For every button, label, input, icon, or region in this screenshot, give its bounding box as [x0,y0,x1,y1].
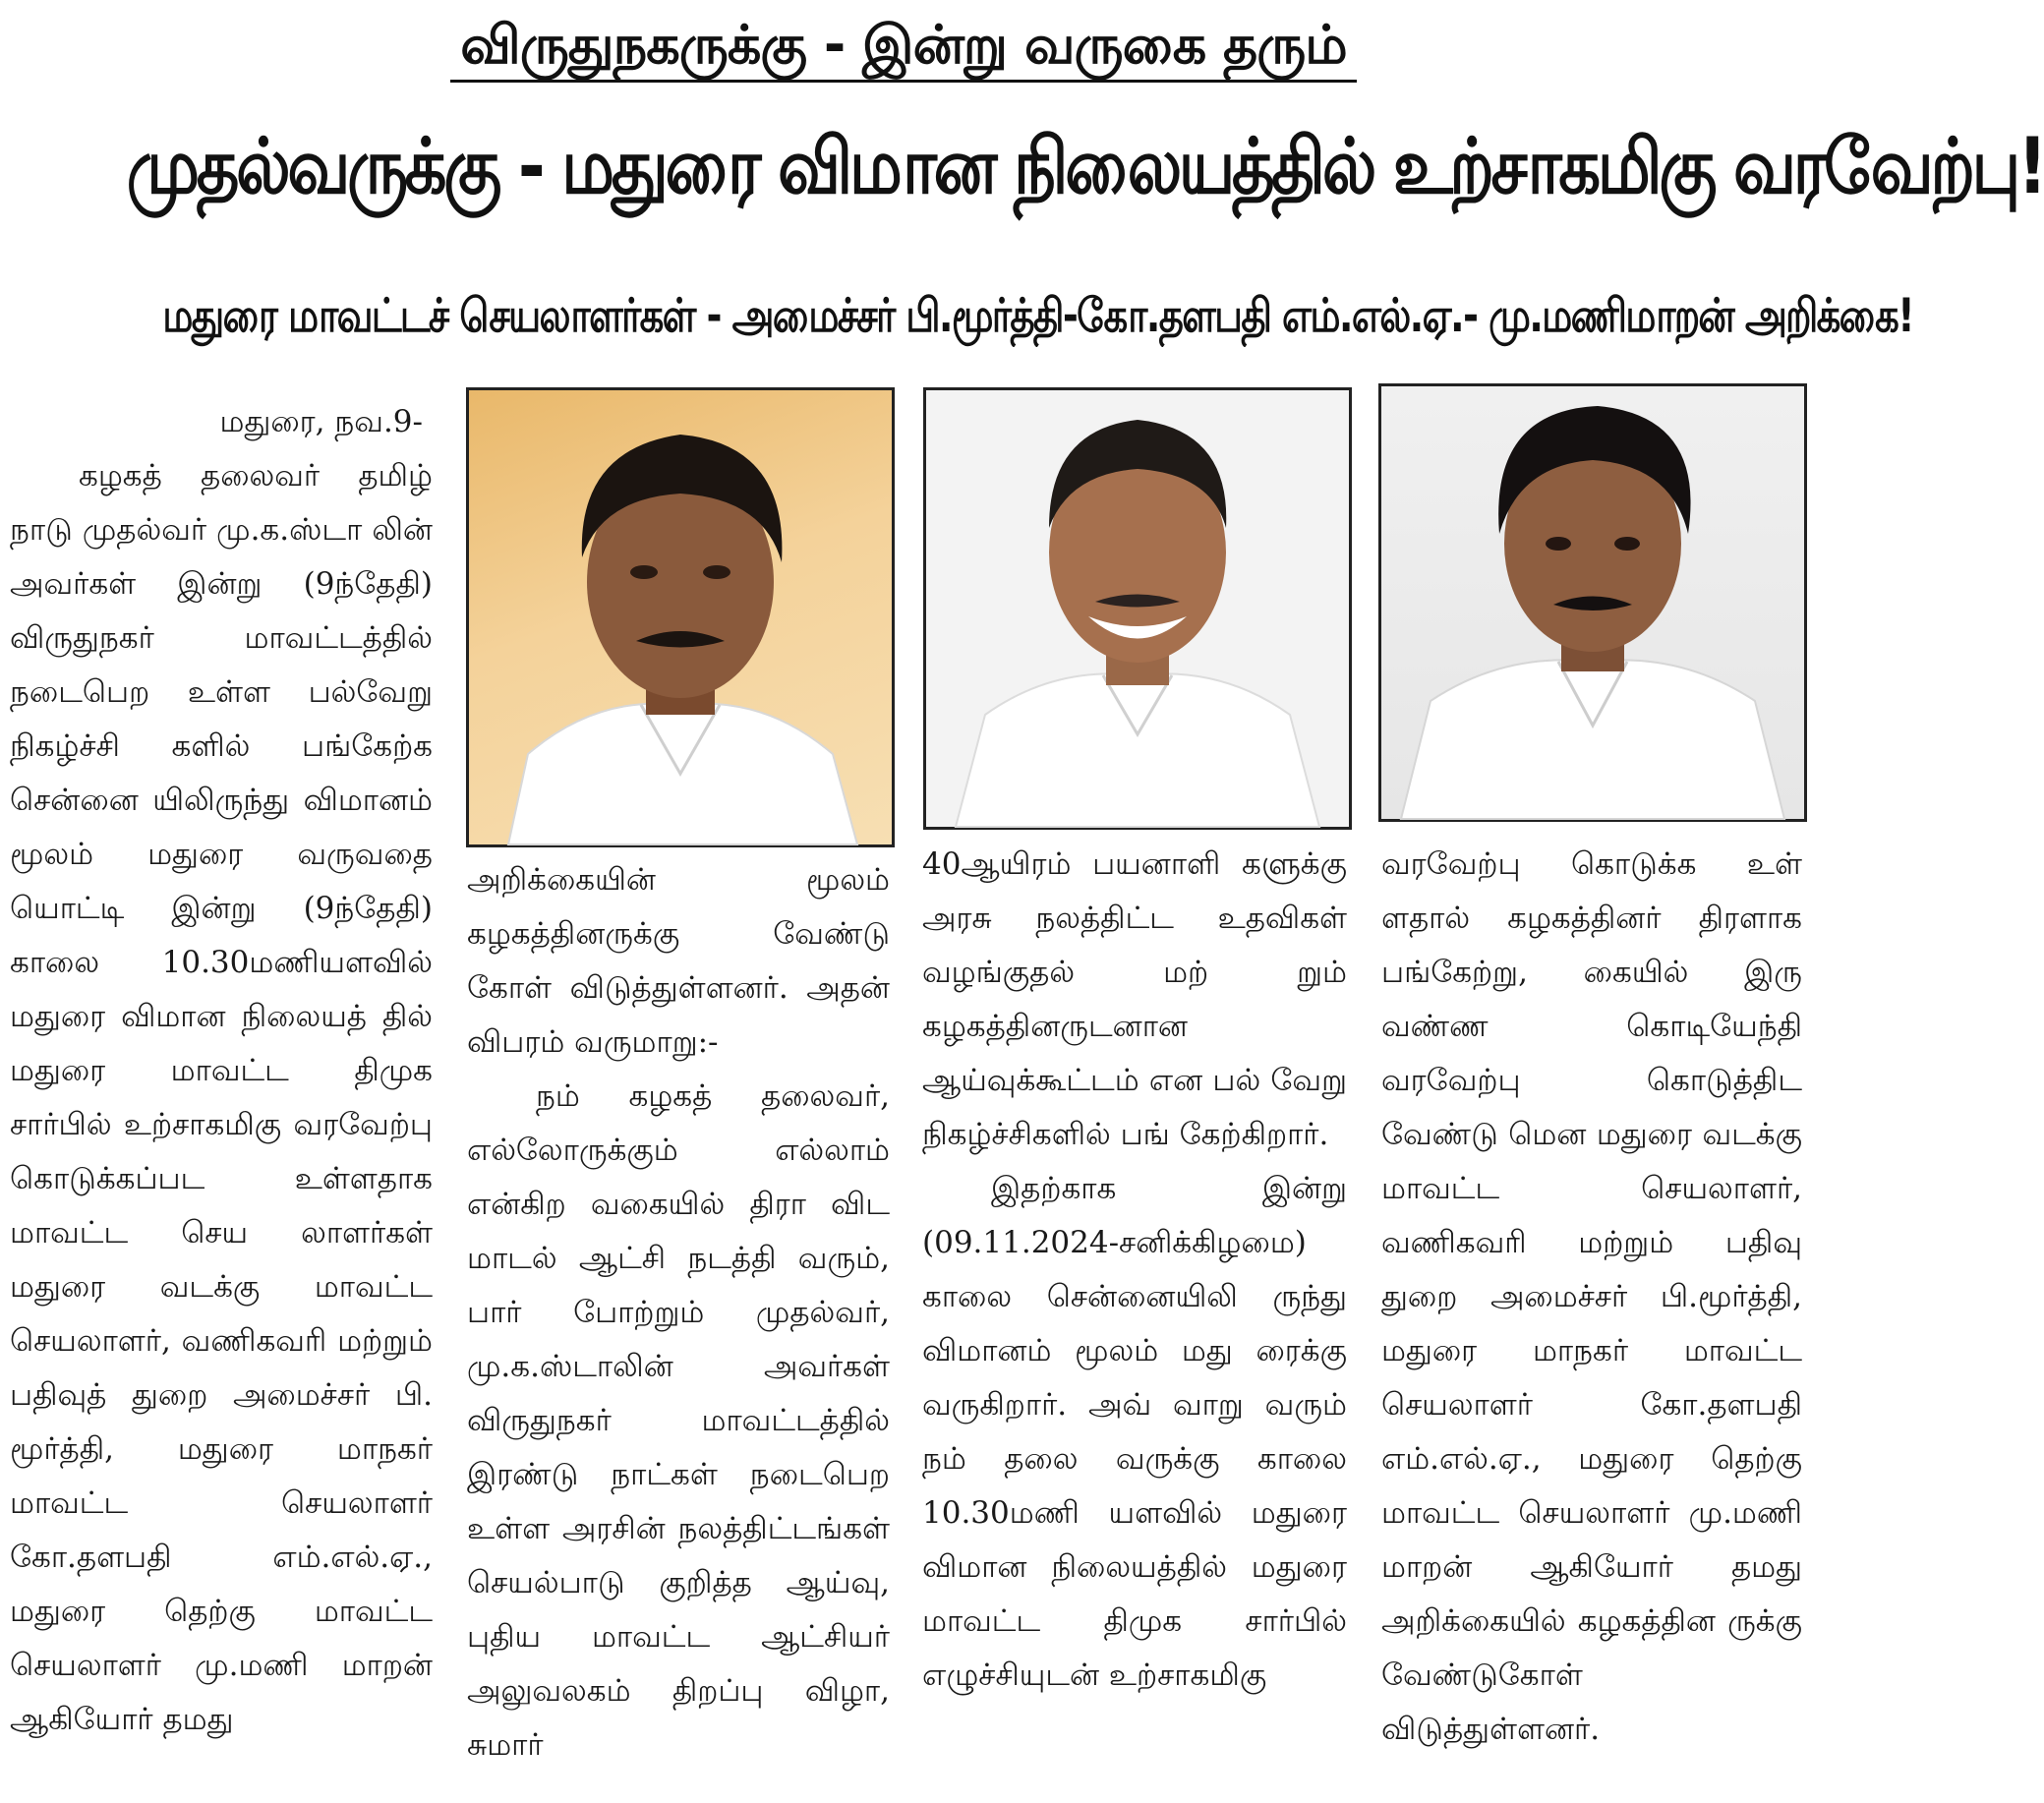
article-column-1 [10,395,433,1801]
portrait-photo-minister-2 [923,387,1352,830]
column-1-paragraph: கழகத் தலைவர் தமிழ் நாடு முதல்வர் மு.க.ஸ்டா லின் அவர்கள் இன்று (9ந்தேதி) விருதுநகர் மாவட்டத்தில் நடைபெற உள்ள பல்வேறு நிகழ்ச்சி களில் பங்கேற்க சென்னை யிலிருந்து விமானம் மூலம் மதுரை வருவதை யொட்டி இன்று (9ந்தேதி) காலை 10.30மணியளவில் மதுரை விமான நிலையத் தில் மதுரை மாவட்ட திமுக சார்பில் உற்சாகமிகு வரவேற்பு கொடுக்கப்பட உள்ளதாக மாவட்ட செய லாளர்கள் மதுரை வடக்கு மாவட்ட செயலாளர், வணிகவரி மற்றும் பதிவுத் துறை அமைச்சர் பி. மூர்த்தி, மதுரை மாநகர் மாவட்ட செயலாளர் கோ.தளபதி எம்.எல்.ஏ., மதுரை தெற்கு மாவட்ட செயலாளர் மு.மணி மாறன் ஆகியோர் தமது [10,458,433,1737]
column-4-paragraph: வரவேற்பு கொடுக்க உள் ளதால் கழகத்தினர் திரளாக பங்கேற்று, கையில் இரு வண்ண கொடியேந்தி வரவேற்பு கொடுத்திட வேண்டு மென மதுரை வடக்கு மாவட்ட செயலாளர், வணிகவரி மற்றும் பதிவு துறை அமைச்சர் பி.மூர்த்தி, மதுரை மாநகர் மாவட்ட செயலாளர் கோ.தளபதி எம்.எல்.ஏ., மதுரை தெற்கு மாவட்ட செயலாளர் மு.மணி மாறன் ஆகியோர் தமது அறிக்கையில் கழகத்தின ருக்கு வேண்டுகோள் விடுத்துள்ளனர். [1381,846,1802,1747]
kicker-text: விருதுநகருக்கு - இன்று வருகை தரும் [450,14,1356,83]
column-2-paragraph-1: அறிக்கையின் மூலம் கழகத்தினருக்கு வேண்டு கோள் விடுத்துள்ளனர். அதன் விபரம் வருமாறு:- [467,862,890,1060]
column-3-paragraph-2: இதற்காக இன்று (09.11.2024-சனிக்கிழமை) காலை சென்னையிலி ருந்து விமானம் மூலம் மது ரைக்கு வருகிறார். அவ் வாறு வரும் நம் தலை வருக்கு காலை 10.30மணி யளவில் மதுரை விமான நிலையத்தில் மதுரை மாவட்ட திமுக சார்பில் எழுச்சியுடன் உற்சாகமிகு [922,1171,1347,1693]
column-2-paragraph-2: நம் கழகத் தலைவர், எல்லோருக்கும் எல்லாம் என்கிற வகையில் திரா விட மாடல் ஆட்சி நடத்தி வரும், பார் போற்றும் முதல்வர், மு.க.ஸ்டாலின் அவர்கள் விருதுநகர் மாவட்டத்தில் இரண்டு நாட்கள் நடைபெற உள்ள அரசின் நலத்திட்டங்கள் செயல்பாடு குறித்த ஆய்வு, புதிய மாவட்ட ஆட்சியர் அலுவலகம் திறப்பு விழா, சுமார் [467,1078,890,1763]
headline: முதல்வருக்கு - மதுரை விமான நிலையத்தில் உற்சாகமிகு வரவேற்பு! [126,123,2044,211]
article-column-2 [467,853,890,1801]
subheadline: மதுரை மாவட்டச் செயலாளர்கள் - அமைச்சர் பி.மூர்த்தி-கோ.தளபதி எம்.எல்.ஏ.- மு.மணிமாறன் அறிக்கை! [162,289,1914,343]
portrait-illustration [469,390,892,844]
portrait-photo-minister-3 [1378,383,1807,822]
portrait-illustration [926,390,1349,827]
article-column-4 [1381,838,1802,1801]
article-column-3 [922,838,1347,1801]
dateline: மதுரை, நவ.9- [219,404,423,439]
portrait-illustration [1381,386,1804,819]
portrait-photo-minister-1 [466,387,895,847]
kicker-strap [0,14,1807,84]
column-3-paragraph-1: 40ஆயிரம் பயனாளி களுக்கு அரசு நலத்திட்ட உதவிகள் வழங்குதல் மற் றும் கழகத்தினருடனான ஆய்வுக்கூட்டம் என பல் வேறு நிகழ்ச்சிகளில் பங் கேற்கிறார். [922,846,1347,1152]
